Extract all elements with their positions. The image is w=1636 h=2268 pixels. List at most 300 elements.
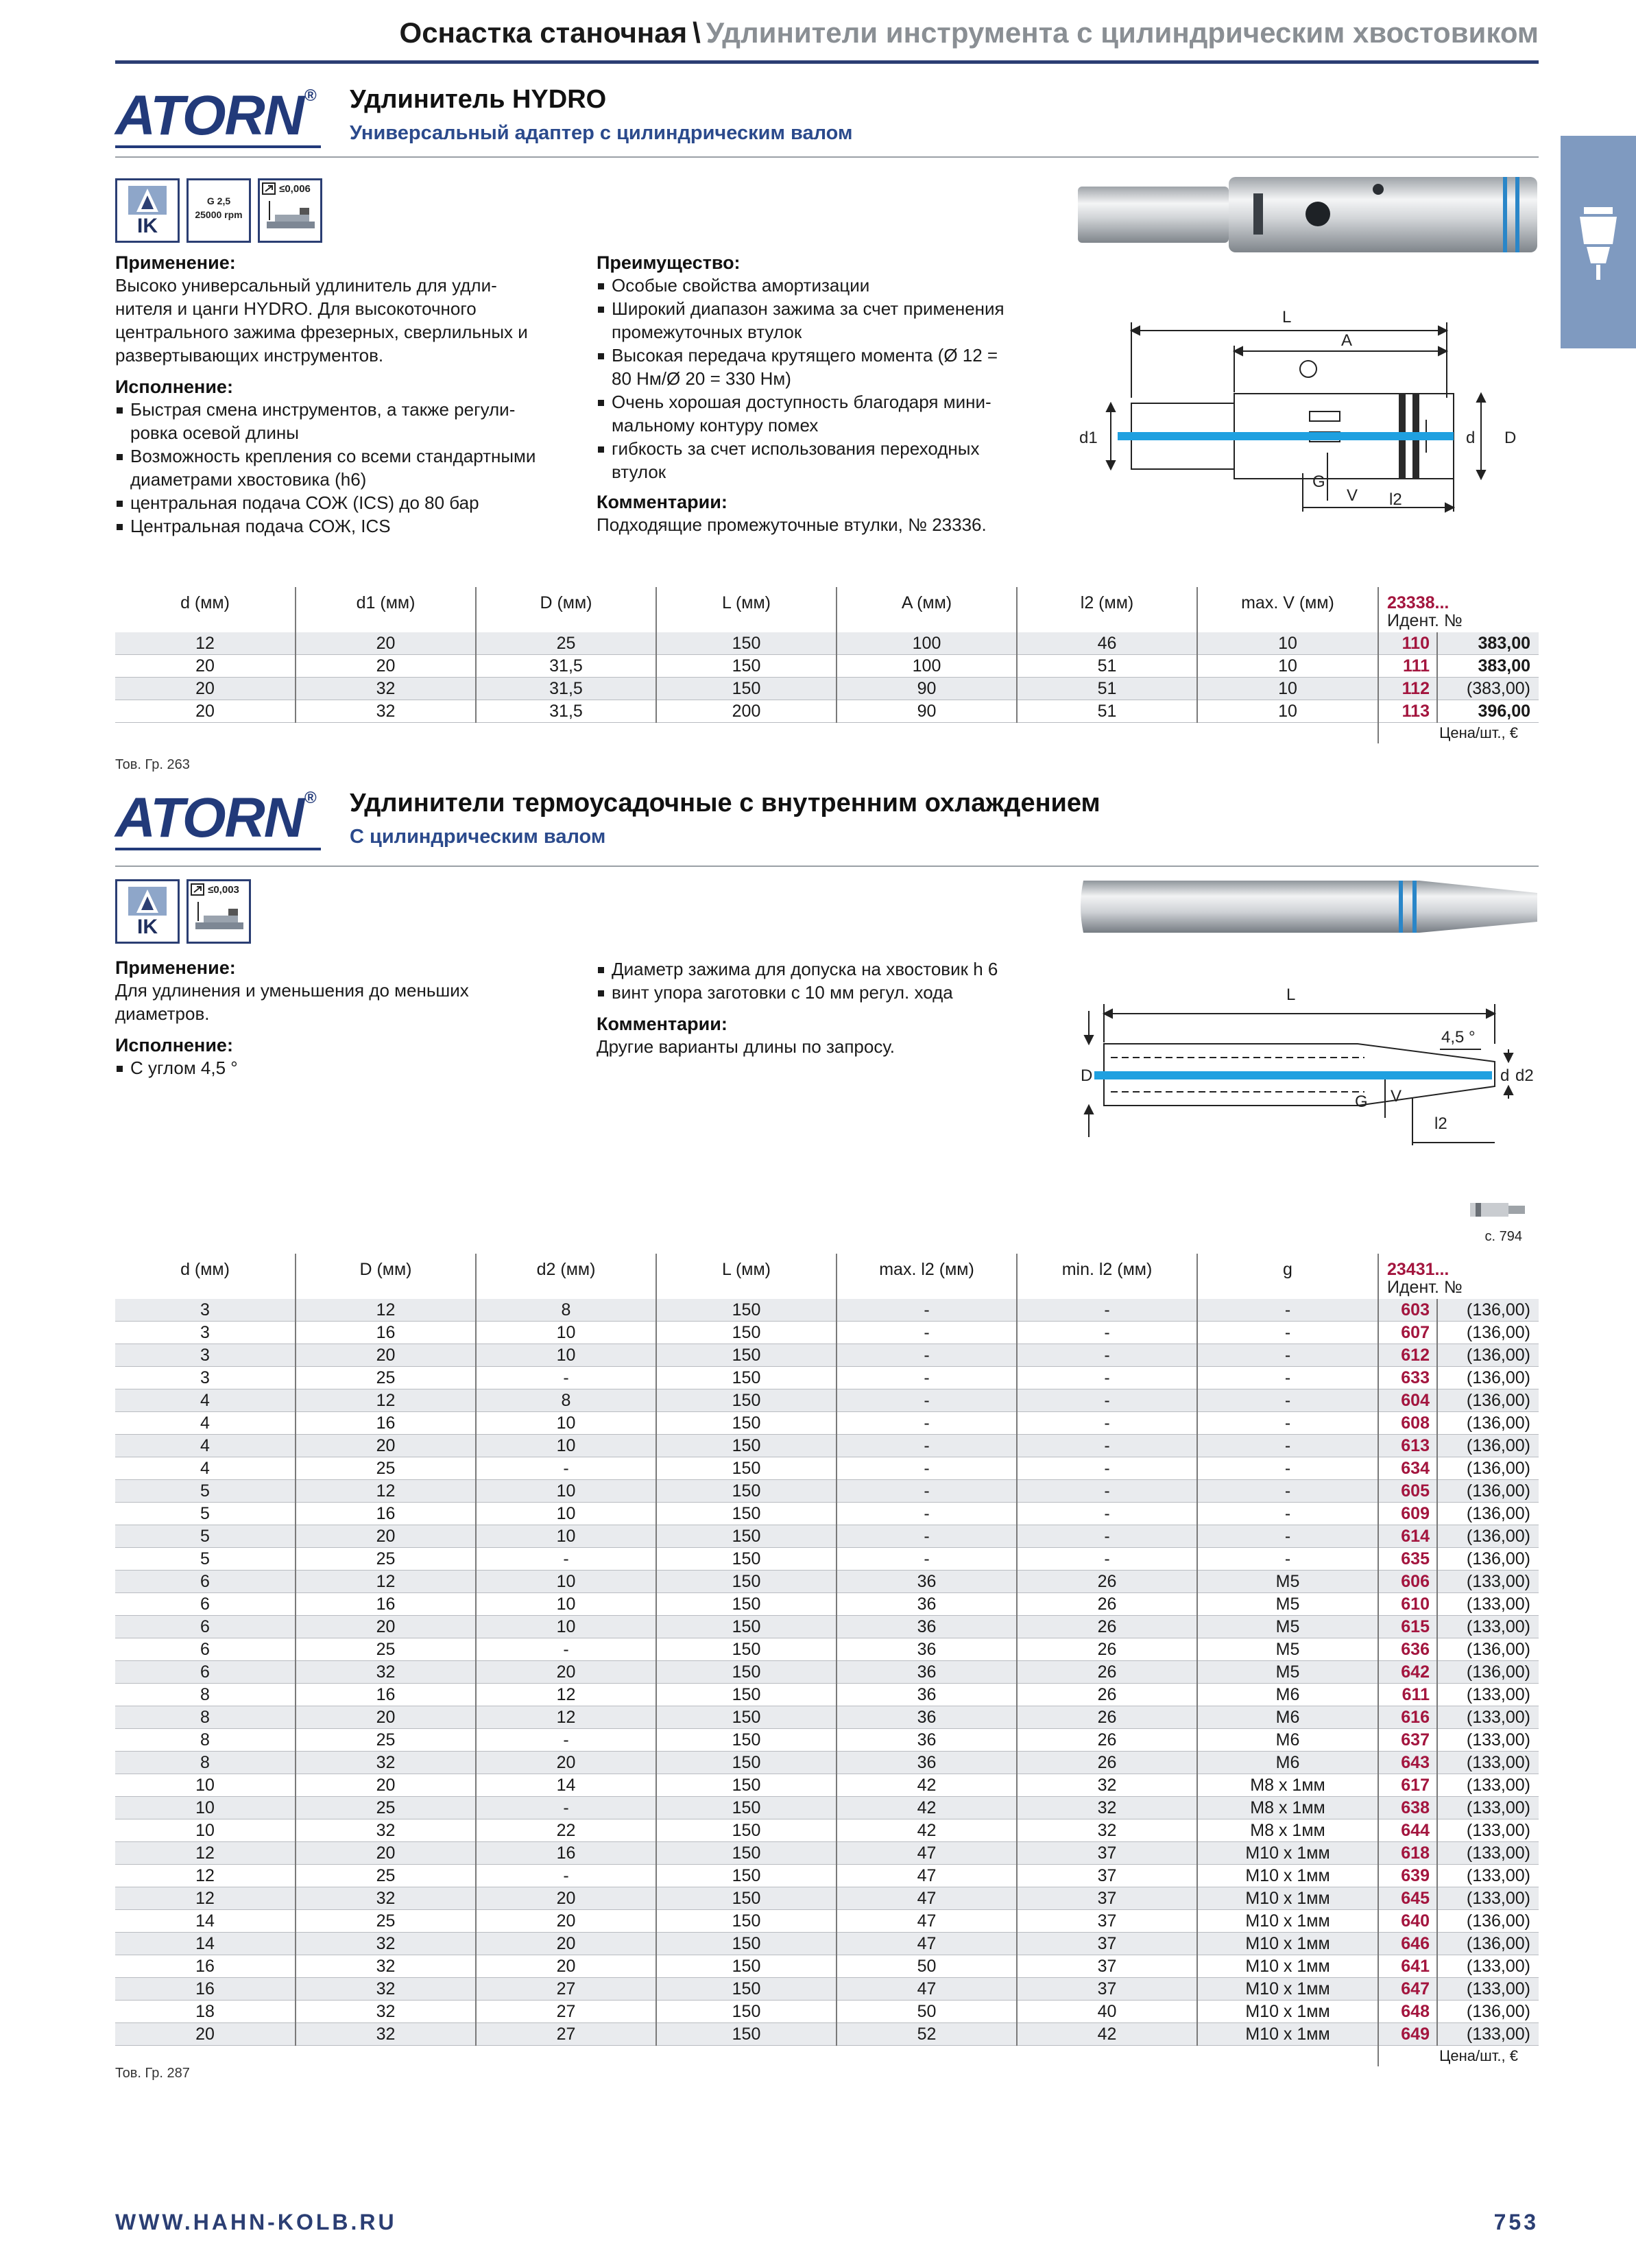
table-cell: 47 [837,1887,1017,1910]
dim-l2: l2 [1434,1114,1447,1133]
price-cell: (133,00) [1437,1865,1539,1887]
table-cell: 26 [1017,1706,1197,1729]
balance-badge [187,178,251,243]
table-cell: 150 [656,1503,837,1525]
ident-number: 112 [1378,678,1437,700]
table-cell: M6 [1197,1684,1378,1706]
table-cell: 42 [837,1819,1017,1842]
table-row [115,1525,1539,1548]
table-row [115,1548,1539,1571]
dim-G: G [1355,1093,1368,1111]
table-row [115,1797,1539,1819]
table-cell: M10 x 1мм [1197,2001,1378,2023]
table-cell: 47 [837,1910,1017,1933]
section1-application [115,252,568,538]
article-number: 23338... [1387,593,1449,612]
table-cell: 50 [837,2001,1017,2023]
comments-text: Подходящие промежуточные втулки, № 23336. [597,514,987,535]
table-cell: 3 [115,1344,296,1367]
table-cell: 3 [115,1367,296,1389]
table-cell: 150 [656,1887,837,1910]
table-cell: 10 [476,1435,656,1457]
table-cell: 52 [837,2023,1017,2046]
table-row [115,1457,1539,1480]
ident-number: 110 [1378,632,1437,655]
table-cell: 16 [115,1978,296,2001]
table-cell: 150 [656,1978,837,2001]
table-cell: 150 [656,678,837,700]
table-cell: 3 [115,1322,296,1344]
dim-d2: d2 [1515,1066,1534,1085]
table-cell: 26 [1017,1616,1197,1638]
col-header: d1 (мм) [296,587,476,632]
shrink-extension-photo [1076,878,1543,935]
execution-list [115,398,568,538]
price-cell: (136,00) [1437,1638,1539,1661]
list-item: центральная подача СОЖ (ICS) до 80 бар [115,491,568,514]
runout-value: ≤0,006 [279,183,311,195]
table-cell: M10 x 1мм [1197,1865,1378,1887]
table-cell: M10 x 1мм [1197,1887,1378,1910]
ident-number: 641 [1378,1955,1437,1978]
table-cell: 6 [115,1571,296,1593]
table-cell: - [1197,1548,1378,1571]
article-number: 23431... [1387,1260,1449,1279]
page-header-title [115,16,1539,49]
table-cell: 4 [115,1457,296,1480]
col-header: d2 (мм) [476,1254,656,1299]
balance-grade: G 2,5 [206,195,231,206]
table-cell: 10 [1197,632,1378,655]
table-cell: - [837,1548,1017,1571]
dim-L: L [1286,986,1296,1004]
table-cell: - [1197,1503,1378,1525]
table-cell: - [837,1503,1017,1525]
table-cell: 16 [476,1842,656,1865]
table-cell: - [837,1525,1017,1548]
price-cell: 396,00 [1437,700,1539,723]
table-row [115,1706,1539,1729]
table-cell: 20 [296,1706,476,1729]
table-cell: 20 [476,1910,656,1933]
table-row [115,655,1539,678]
table-cell: 26 [1017,1684,1197,1706]
price-cell: (136,00) [1437,1322,1539,1344]
ident-number: 643 [1378,1752,1437,1774]
price-cell: (133,00) [1437,2023,1539,2046]
ident-number: 604 [1378,1389,1437,1412]
table-cell: 150 [656,1480,837,1503]
ik-icon [117,884,178,918]
table-cell: 10 [476,1571,656,1593]
table-cell: 25 [296,1910,476,1933]
list-item: Высокая передача крутящего момента (Ø 12 = 80 Нм/Ø 20 = 330 Нм) [597,344,1063,390]
list-item: Особые свойства амортизации [597,274,1063,297]
table-cell: - [1017,1525,1197,1548]
table-cell: 8 [115,1729,296,1752]
table-cell: 37 [1017,1910,1197,1933]
table-cell: 150 [656,655,837,678]
shrink-technical-drawing [1070,981,1543,1145]
table-cell: 4 [115,1435,296,1457]
comments-heading: Комментарии: [597,492,727,512]
table-cell: 100 [837,632,1017,655]
brand-name: ATORN [115,84,303,147]
table-cell: - [1017,1435,1197,1457]
table-cell: - [1197,1344,1378,1367]
table-cell: 150 [656,1661,837,1684]
table-cell: 4 [115,1412,296,1435]
table-cell: 8 [476,1299,656,1322]
dim-A: A [1341,331,1353,350]
price-cell: (136,00) [1437,2001,1539,2023]
col-header: max. l2 (мм) [837,1254,1017,1299]
col-header: g [1197,1254,1378,1299]
table-cell: - [1197,1367,1378,1389]
ident-number: 635 [1378,1548,1437,1571]
ident-number: 605 [1378,1480,1437,1503]
price-cell: 383,00 [1437,632,1539,655]
table-cell: 36 [837,1706,1017,1729]
table-cell: 32 [296,1978,476,2001]
ident-number: 646 [1378,1933,1437,1955]
price-cell: (133,00) [1437,1616,1539,1638]
col-header: d (мм) [115,587,296,632]
table-cell: 20 [476,1887,656,1910]
table-cell: 14 [115,1933,296,1955]
table-row [115,1616,1539,1638]
table-cell: 150 [656,1797,837,1819]
price-cell: (133,00) [1437,1955,1539,1978]
section2-subtitle: С цилиндрическим валом [350,826,606,848]
table-cell: 20 [115,678,296,700]
ident-number: 618 [1378,1842,1437,1865]
table-cell: 26 [1017,1593,1197,1616]
dim-d1: d1 [1079,429,1098,447]
price-cell: (133,00) [1437,1706,1539,1729]
table-cell: M10 x 1мм [1197,1933,1378,1955]
table-cell: 32 [1017,1797,1197,1819]
table-cell: 32 [296,1887,476,1910]
price-cell: (133,00) [1437,1978,1539,2001]
section2-table-body [115,1299,1539,2046]
application-line: нителя и цанги HYDRO. Для высокоточного [115,298,477,319]
table-cell: 6 [115,1593,296,1616]
table-cell: 3 [115,1299,296,1322]
accessory-page-ref[interactable]: с. 794 [1484,1229,1522,1244]
section2-title: Удлинители термоусадочные с внутренним охлаждением [350,789,1100,817]
table-cell: 16 [115,1955,296,1978]
table-cell: 5 [115,1525,296,1548]
header-subcategory: Удлинители инструмента с цилиндрическим хвостовиком [706,16,1539,49]
table-cell: 26 [1017,1638,1197,1661]
col-header: min. l2 (мм) [1017,1254,1197,1299]
table-cell: 51 [1017,678,1197,700]
table-cell: 36 [837,1752,1017,1774]
table-cell: 14 [115,1910,296,1933]
drill-chuck-icon [1561,136,1636,348]
table-row [115,1593,1539,1616]
table-cell: M5 [1197,1616,1378,1638]
table-cell: 150 [656,1706,837,1729]
dim-D: D [1504,429,1517,447]
table-cell: 51 [1017,700,1197,723]
table-cell: 150 [656,1752,837,1774]
table-cell: 31,5 [476,655,656,678]
table-row [115,1412,1539,1435]
table-cell: 10 [476,1616,656,1638]
table-row [115,1978,1539,2001]
article-header [1378,1254,1539,1299]
price-cell: (136,00) [1437,1412,1539,1435]
table-cell: 6 [115,1616,296,1638]
table-cell: 10 [1197,655,1378,678]
execution-heading: Исполнение: [115,377,233,397]
table-cell: M5 [1197,1638,1378,1661]
ident-number: 633 [1378,1367,1437,1389]
table-cell: 10 [1197,700,1378,723]
table-cell: M8 x 1мм [1197,1774,1378,1797]
ident-number: 638 [1378,1797,1437,1819]
table-row [115,1344,1539,1367]
price-cell: (136,00) [1437,1661,1539,1684]
col-header: L (мм) [656,587,837,632]
table-cell: 90 [837,700,1017,723]
table-cell: M10 x 1мм [1197,1955,1378,1978]
table-cell: 32 [296,2001,476,2023]
table-row [115,700,1539,723]
table-cell: 26 [1017,1729,1197,1752]
table-cell: 10 [476,1322,656,1344]
price-cell: (133,00) [1437,1842,1539,1865]
table-cell: 25 [296,1729,476,1752]
advantage-list [597,274,1063,484]
ik-coolant-badge [115,178,180,243]
table-cell: 4 [115,1389,296,1412]
col-header: D (мм) [296,1254,476,1299]
table-cell: 37 [1017,1865,1197,1887]
price-cell: (136,00) [1437,1525,1539,1548]
section1-table [115,587,1539,743]
balance-rpm: 25000 rpm [195,209,243,220]
list-item: Быстрая смена инструментов, а также регули- ровка осевой длины [115,398,568,444]
footer-website-link[interactable]: WWW.HAHN-KOLB.RU [115,2210,397,2234]
ident-label: Идент. № [1387,611,1463,630]
tov-group: Тов. Гр. 263 [115,757,190,772]
table-cell: - [476,1638,656,1661]
advantage-heading: Преимущество: [597,252,741,273]
section1-title: Удлинитель HYDRO [350,85,607,114]
table-cell: - [476,1548,656,1571]
ident-number: 642 [1378,1661,1437,1684]
table-cell: 150 [656,1367,837,1389]
table-cell: 32 [296,2023,476,2046]
dim-V: V [1391,1087,1402,1106]
hydro-extension-photo [1076,173,1543,255]
table-cell: 51 [1017,655,1197,678]
ident-number: 644 [1378,1819,1437,1842]
dim-d: d [1500,1066,1510,1085]
table-cell: 22 [476,1819,656,1842]
table-cell: 150 [656,1389,837,1412]
side-tab[interactable] [1561,136,1636,348]
table-cell: - [476,1367,656,1389]
table-cell: 14 [476,1774,656,1797]
table-cell: - [1017,1503,1197,1525]
ident-number: 645 [1378,1887,1437,1910]
table-row [115,1322,1539,1344]
price-cell: (136,00) [1437,1910,1539,1933]
table-cell: 20 [296,1616,476,1638]
table-cell: 42 [837,1797,1017,1819]
table-cell: 20 [115,2023,296,2046]
table-cell: 10 [476,1525,656,1548]
table-cell: 36 [837,1729,1017,1752]
table-cell: 32 [1017,1774,1197,1797]
application-line: центрального зажима фрезерных, сверлильных и [115,322,528,342]
table-cell: 20 [296,1774,476,1797]
runout-value: ≤0,003 [208,884,239,896]
table-cell: 12 [296,1389,476,1412]
table-row [115,1638,1539,1661]
table-cell: 20 [296,1525,476,1548]
table-cell: 150 [656,1774,837,1797]
table-cell: 150 [656,1910,837,1933]
list-item: Возможность крепления со всеми стандартными диаметрами хвостовика (h6) [115,444,568,491]
table-cell: 12 [296,1571,476,1593]
ik-coolant-badge [115,879,180,944]
section1-subtitle: Универсальный адаптер с цилиндрическим валом [350,122,853,144]
dim-D: D [1081,1066,1093,1085]
price-cell: (136,00) [1437,1435,1539,1457]
table-cell: 12 [476,1706,656,1729]
table-cell: 31,5 [476,678,656,700]
table-cell: 25 [296,1548,476,1571]
section1-advantages [597,252,1063,536]
execution-list [115,1056,568,1079]
table-cell: 150 [656,1571,837,1593]
table-cell: - [476,1457,656,1480]
table-cell: 12 [115,1865,296,1887]
section2-application [115,957,568,1079]
table-cell: 42 [837,1774,1017,1797]
price-cell: (136,00) [1437,1503,1539,1525]
table-cell: 150 [656,1457,837,1480]
price-cell: (133,00) [1437,1797,1539,1819]
table-cell: 12 [296,1299,476,1322]
table-cell: 32 [296,1752,476,1774]
table-cell: 31,5 [476,700,656,723]
table-cell: 8 [476,1389,656,1412]
price-label: Цена/шт., € [1378,2046,1539,2067]
section1-rule [115,156,1539,158]
ident-number: 111 [1378,655,1437,678]
table-cell: 10 [115,1774,296,1797]
table-cell: 150 [656,1616,837,1638]
table-cell: 150 [656,1933,837,1955]
table-cell: 32 [296,700,476,723]
ident-number: 649 [1378,2023,1437,2046]
table-cell: - [837,1389,1017,1412]
table-cell: - [1017,1367,1197,1389]
application-line: развертывающих инструментов. [115,345,384,366]
table-cell: 25 [296,1367,476,1389]
table-cell: - [1197,1457,1378,1480]
table-cell: 8 [115,1684,296,1706]
brand-mark: ® [304,86,315,105]
ident-number: 648 [1378,2001,1437,2023]
table-cell: 25 [296,1638,476,1661]
brand-mark: ® [304,789,315,807]
table-cell: M6 [1197,1706,1378,1729]
table-cell: - [1197,1322,1378,1344]
table-cell: 150 [656,1548,837,1571]
table-row [115,1480,1539,1503]
table-cell: 90 [837,678,1017,700]
table-cell: - [1017,1322,1197,1344]
list-item: С углом 4,5 ° [115,1056,568,1079]
price-cell: (136,00) [1437,1457,1539,1480]
table-cell: 36 [837,1684,1017,1706]
atorn-logo [115,84,341,151]
table-cell: - [837,1480,1017,1503]
table-cell: 36 [837,1593,1017,1616]
dim-angle: 4,5 ° [1441,1028,1476,1047]
ident-number: 610 [1378,1593,1437,1616]
article-header [1378,587,1539,632]
table-cell: 150 [656,1684,837,1706]
table-row [115,1389,1539,1412]
table-cell: - [1017,1412,1197,1435]
section2-rule [115,866,1539,867]
ident-number: 639 [1378,1865,1437,1887]
table-cell: - [837,1322,1017,1344]
table-cell: 8 [115,1752,296,1774]
price-cell: (136,00) [1437,1933,1539,1955]
ident-number: 640 [1378,1910,1437,1933]
ident-number: 637 [1378,1729,1437,1752]
table-cell: 26 [1017,1571,1197,1593]
table-cell: 37 [1017,1978,1197,2001]
table-cell: M6 [1197,1752,1378,1774]
header-rule [115,60,1539,64]
comments-heading: Комментарии: [597,1014,727,1034]
table-cell: - [1017,1548,1197,1571]
table-cell: 10 [476,1503,656,1525]
table-cell: 47 [837,1978,1017,2001]
atorn-logo [115,787,341,853]
table-cell: M5 [1197,1661,1378,1684]
dim-d: d [1466,429,1476,447]
comments-text: Другие варианты длины по запросу. [597,1036,895,1057]
table-cell: 150 [656,1638,837,1661]
table-cell: 10 [115,1797,296,1819]
col-header: d (мм) [115,1254,296,1299]
table-cell: M10 x 1мм [1197,1910,1378,1933]
table-row [115,1571,1539,1593]
table-cell: 20 [296,1344,476,1367]
table-cell: 25 [296,1457,476,1480]
table-cell: 37 [1017,1955,1197,1978]
col-header: A (мм) [837,587,1017,632]
table-cell: M10 x 1мм [1197,2023,1378,2046]
ident-number: 615 [1378,1616,1437,1638]
ik-icon [117,183,178,217]
table-cell: 150 [656,632,837,655]
table-row [115,632,1539,655]
table-cell: 150 [656,1729,837,1752]
table-cell: 40 [1017,2001,1197,2023]
